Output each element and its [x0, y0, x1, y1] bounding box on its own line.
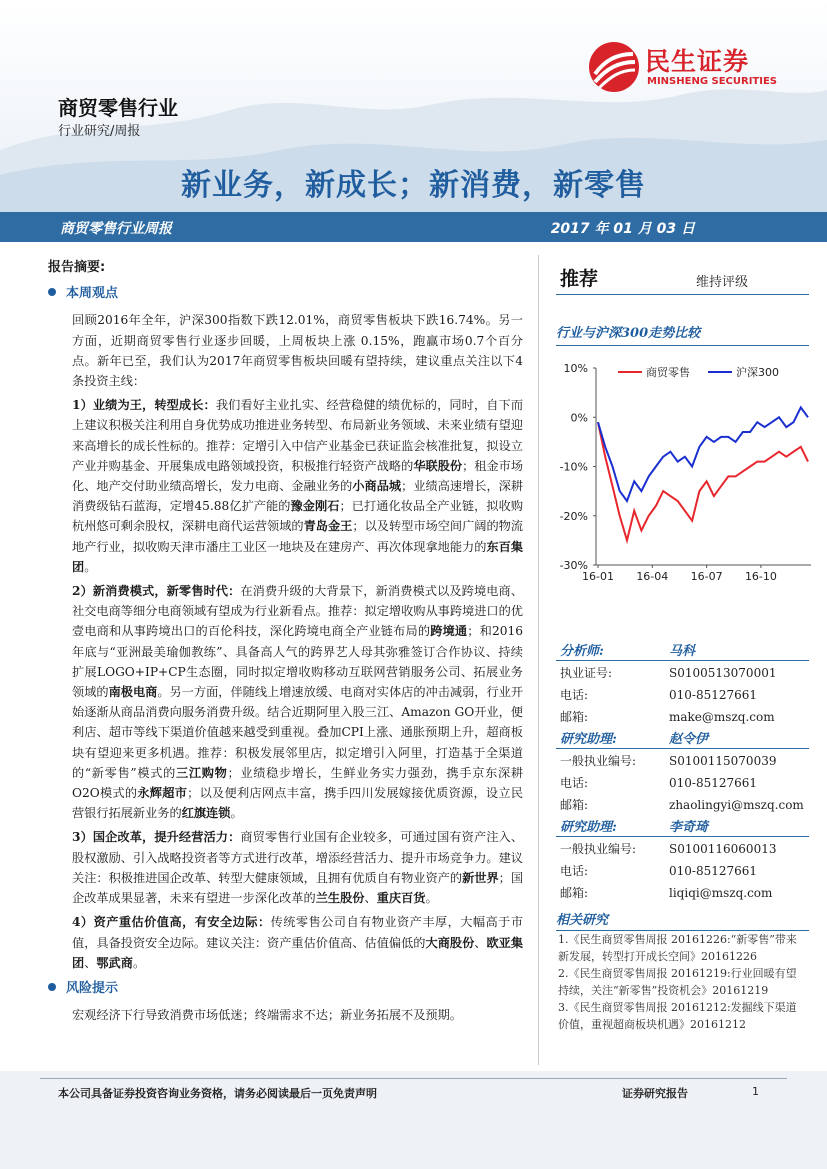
chart-title: 行业与沪深300走势比较: [556, 322, 809, 346]
analyst-header: [556, 640, 809, 661]
legend-label: 商贸零售: [646, 366, 690, 379]
brand-name-cn: 民生证券: [645, 47, 750, 76]
stock-name: 红旗连锁: [181, 806, 231, 821]
brand-name-en: MINSHENG SECURITIES: [647, 76, 777, 87]
sector-name: 商贸零售行业: [58, 96, 178, 120]
text-run: 在消费升级的大背景下，新消费模式以及跨境电商、社交电商等细分电商领域有望成为行业新看点。推荐：拟定增收购从事跨境进口的优壹电商和从事跨境出口的百伦科技，深化跨境电商全产业链布局的: [72, 584, 524, 639]
analyst-info-row: [556, 750, 809, 772]
info-key: 执业证号:: [560, 666, 613, 680]
theme-2-lead: 2）新消费模式，新零售时代：: [72, 584, 241, 599]
series-line-retail: [598, 422, 808, 540]
info-key: 邮箱:: [560, 710, 589, 724]
y-tick-label: -30%: [559, 559, 588, 572]
info-key: 一般执业编号:: [560, 842, 637, 856]
text-run: 。: [230, 806, 243, 821]
text-run: 。另一方面，伴随线上增速放缓、电商对实体店的冲击减弱，行业开始逐渐从商品消费向服务消费升级。结合近期阿里入股三江、Amazon GO开业，便利店、超市等线下渠道价值越来越受到重视。叠加CPI上涨、通胀预期上升，超商板块有望迎来更多机遇。推荐：积极发展邻里店，拟定增引入阿里，打造基于全渠道的“新零售”模式的: [72, 685, 524, 780]
report-type: 行业研究/周报: [58, 124, 141, 139]
stock-name: 小商品城: [352, 479, 402, 494]
text-run: ；业绩高速增长，深耕消费级钻石蓝海，定增45.88亿扩产能的: [72, 479, 524, 514]
brand-logo: [587, 40, 782, 94]
text-run: ；国企改革成果显著，未来有望进一步深化改革的: [72, 870, 524, 906]
theme-4-paragraph: [48, 912, 523, 973]
stock-name: 三江购物: [176, 765, 228, 780]
weekly-view-heading: [48, 284, 523, 304]
theme-2-paragraph: [48, 581, 523, 823]
related-list: [558, 932, 806, 1034]
y-tick-label: -20%: [559, 509, 588, 523]
bullet-icon: [48, 288, 56, 296]
analyst-header: [556, 728, 809, 749]
legend-label: 沪深300: [736, 366, 779, 379]
info-value: 010-85127661: [669, 688, 758, 702]
text-run: 。: [84, 559, 97, 574]
stock-name: 华联股份: [413, 458, 463, 473]
stock-name: 豫金刚石: [290, 499, 340, 514]
related-item[interactable]: 2.《民生商贸零售周报 20161219:行业回暖有望持续，关注“新零售”投资机会》20161219: [558, 967, 797, 997]
analyst-info-row: [556, 662, 809, 684]
email-link[interactable]: liqiqi@mszq.com: [669, 886, 773, 900]
summary-column: [48, 258, 523, 1029]
stock-name: 青岛金王: [303, 519, 353, 534]
analyst-role: 研究助理:: [560, 820, 617, 835]
theme-1-lead: 1）业绩为王，转型成长：: [72, 398, 216, 413]
stock-name: 新世界: [462, 870, 499, 885]
stock-name: 重庆百货: [376, 891, 426, 906]
x-tick-label: 16-04: [636, 570, 669, 583]
text-run: ；以及便利店网点丰富，携手四川发展嫁接优质资源，设立民营银行拓展新业务的: [72, 786, 524, 821]
text-run: 我们看好主业扎实、经营稳健的绩优标的，同时，自下而上建议积极关注利用自身优势成功推进业务转型、布局新业务领域、未来业绩有望迎来高增长的成长性标的。推荐：定增引入中信产业基金已获证监会核准批复，拟设立产业并购基金、开展集成电路领域投资，积极推行轻资产战略的: [72, 398, 524, 473]
text-run: ；租金市场化、地产交付助业绩高增长，发力电商、金融业务的: [72, 458, 524, 494]
footer-disclaimer: 本公司具备证券投资咨询业务资格，请务必阅读最后一页免责声明: [58, 1087, 377, 1100]
page-number: 1: [752, 1085, 759, 1098]
stock-name: 鄂武商: [96, 955, 133, 970]
analyst-info-row: [556, 882, 809, 904]
theme-4-lead: 4）资产重估价值高，有安全边际：: [72, 915, 271, 930]
stock-name: 永辉超市: [137, 786, 188, 801]
analyst-info-row: [556, 684, 809, 706]
text-run: 传统零售公司自有物业资产丰厚，大幅高于市值，具备投资安全边际。建议关注：资产重估价值高、估值偏低的: [72, 915, 524, 950]
analyst-info-row: [556, 772, 809, 794]
analyst-name: 李奇琦: [669, 820, 709, 835]
text-run: ；业绩稳步增长，生鲜业务实力强劲，携手京东深耕O2O模式的: [72, 765, 524, 801]
text-run: 商贸零售行业国有企业较多，可通过国有资产注入、股权激励、引入战略投资者等方式进行改革，增添经营活力、提升市场竞争力。建议关注：积极推进国企改革、转型大健康领域，且拥有优质自有物业资产的: [72, 830, 524, 885]
text-run: ；已打通化妆品全产业链，拟收购杭州悠可剩余股权，深耕电商代运营领域的: [72, 499, 524, 534]
theme-3-paragraph: [48, 827, 523, 908]
y-tick-label: -10%: [559, 460, 588, 474]
analyst-header: [556, 816, 809, 837]
info-value: S0100116060013: [669, 842, 777, 856]
analyst-name: 马科: [669, 644, 696, 659]
text-run: 、: [364, 891, 377, 906]
risk-heading: [48, 979, 523, 999]
analyst-role: 研究助理:: [560, 732, 617, 747]
band-report-name: 商贸零售行业周报: [60, 221, 172, 237]
band-date: 2017 年 01 月 03 日: [550, 221, 695, 237]
analyst-info-row: [556, 794, 809, 816]
trend-chart-svg: [556, 350, 816, 590]
bullet-icon: [48, 983, 56, 991]
related-heading: 相关研究: [556, 909, 809, 931]
summary-heading: 报告摘要:: [48, 260, 106, 275]
intro-paragraph: 回顾2016年全年，沪深300指数下跌12.01%，商贸零售板块下跌16.74%。另一方面，近期商贸零售行业逐步回暖，上周板块上涨 0.15%，跑赢市场0.7个百分点。新年已至，我们认为2017年商贸零售板块回暖有望持续，建议重点关注以下4条投资主线：: [72, 313, 523, 389]
stock-name: 南极电商: [108, 685, 158, 700]
rating-status: 维持评级: [696, 275, 749, 290]
info-key: 电话:: [560, 864, 589, 878]
text-run: ；和2016年底与“亚洲最美瑜伽教练”、具备高人气的跨界艺人母其弥雅签订合作协议、持续扩展LOGO+IP+CP生态圈，同时拟定增收购移动互联网营销服务公司、拓展业务领域的: [72, 624, 524, 700]
stock-name: 跨境通: [430, 624, 468, 639]
footer-report-label: 证券研究报告: [622, 1087, 688, 1100]
report-title: 新业务，新成长；新消费，新零售: [181, 168, 646, 203]
stock-name: 大商股份: [425, 935, 475, 950]
info-key: 邮箱:: [560, 886, 589, 900]
text-run: ；以及转型市场空间广阔的物流地产行业，拟收购天津市潘庄工业区一地块及在建房产、再次体现拿地能力的: [72, 519, 524, 554]
analyst-info-row: [556, 706, 809, 728]
info-key: 一般执业编号:: [560, 754, 637, 768]
stock-name: 兰生股份: [315, 891, 365, 906]
theme-3-lead: 3）国企改革，提升经营活力：: [72, 830, 241, 845]
related-item[interactable]: 3.《民生商贸零售周报 20161212:发掘线下渠道价值，重视超商板块机遇》20161212: [558, 1001, 797, 1031]
stock-name: 东百集团: [72, 539, 524, 574]
info-key: 电话:: [560, 776, 589, 790]
text-run: 、: [474, 935, 487, 950]
minsheng-logo-icon: [587, 40, 647, 94]
rating-label: 推荐: [560, 268, 599, 290]
column-divider: [538, 255, 539, 1065]
rating-box: [556, 264, 809, 295]
y-tick-label: 10%: [563, 362, 588, 375]
y-tick-label: 0%: [570, 411, 588, 425]
related-item[interactable]: 1.《民生商贸零售周报 20161226:“新零售”带来新发展，转型打开成长空间》20161226: [558, 933, 797, 963]
stock-name: 欧亚集团: [72, 935, 524, 970]
info-key: 电话:: [560, 688, 589, 702]
x-tick-label: 16-07: [690, 570, 723, 583]
text-run: 。: [132, 955, 146, 970]
analyst-role: 分析师:: [560, 644, 604, 659]
analyst-info-row: [556, 838, 809, 860]
risk-label: 风险提示: [66, 980, 119, 996]
email-link[interactable]: zhaolingyi@mszq.com: [669, 798, 804, 812]
risk-paragraph: 宏观经济下行导致消费市场低迷；终端需求不达；新业务拓展不及预期。: [72, 1008, 462, 1023]
info-value: S0100115070039: [669, 754, 777, 768]
info-key: 邮箱:: [560, 798, 589, 812]
analyst-name: 赵令伊: [669, 732, 709, 747]
analyst-info-row: [556, 860, 809, 882]
trend-chart: [556, 350, 816, 590]
info-value: 010-85127661: [669, 864, 758, 878]
text-run: 。: [425, 891, 438, 906]
text-run: 、: [84, 955, 97, 970]
x-tick-label: 16-10: [744, 570, 777, 583]
email-link[interactable]: make@mszq.com: [669, 710, 775, 724]
footer-divider: [40, 1078, 787, 1079]
title-band: [0, 212, 827, 242]
info-value: S0100513070001: [669, 666, 777, 680]
weekly-view-label: 本周观点: [66, 286, 119, 302]
x-tick-label: 16-01: [582, 570, 614, 583]
info-value: 010-85127661: [669, 776, 758, 790]
theme-1-paragraph: [48, 395, 523, 577]
